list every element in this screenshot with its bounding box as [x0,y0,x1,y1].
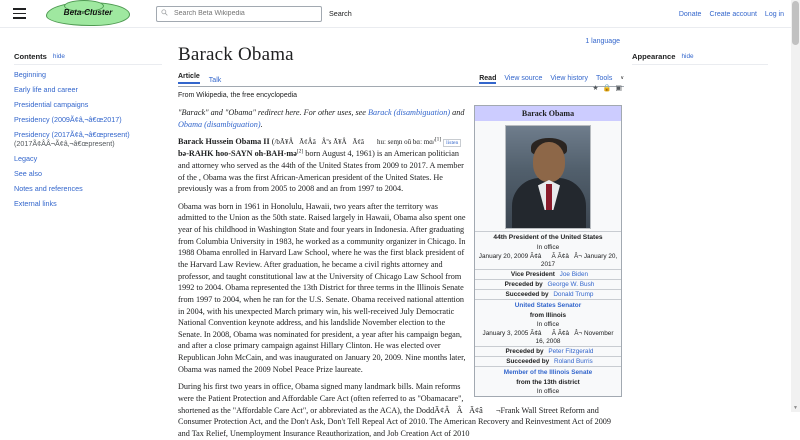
sidebar-item-notes[interactable] [14,184,162,193]
tools-menu[interactable]: Tools [595,75,613,82]
lede-paren: ( [269,137,275,147]
infobox-office-subtitle-3: from the 13th district [516,379,580,386]
appearance-header [632,52,768,65]
infobox-preceded-by-row-2 [475,346,621,356]
sidebar-item-legacy[interactable] [14,154,162,163]
scroll-down-icon[interactable]: ▼ [793,405,798,411]
page-title: Barack Obama [178,44,294,65]
hatnote-end: . [260,119,263,129]
infobox-office-subtitle-2: from Illinois [529,312,567,319]
article-icon-row [592,84,622,92]
toc-link[interactable]: Early life and career [14,85,78,94]
create-account-link[interactable]: Create account [709,10,757,18]
hatnote-link-barack[interactable]: Barack (disambiguation) [367,108,451,117]
infobox-label: Succeeded by [506,358,550,365]
infobox-label: Succeeded by [505,291,549,298]
sidebar-item-beginning[interactable] [14,70,162,79]
hatnote-mid: and [450,108,465,117]
chevron-down-icon[interactable]: ∨ [620,75,624,81]
scrollbar-thumb[interactable] [792,1,799,45]
infobox-office-status-3: In office [536,388,560,395]
article-actions [479,75,624,84]
language-selector[interactable] [585,38,620,45]
site-logo[interactable] [36,1,140,27]
lede-ipa-ref[interactable]: [1] [434,136,442,143]
table-of-contents [0,28,168,440]
infobox-value[interactable]: Roland Burris [554,358,593,365]
top-bar [0,0,800,28]
infobox-title: Barack Obama [475,106,621,121]
tab-view-history[interactable]: View history [550,75,588,82]
infobox-succeeded-by-row-1 [475,289,621,299]
star-icon[interactable]: ★ [592,85,599,92]
infobox-label: Vice President [510,271,555,278]
infobox-value[interactable]: George W. Bush [547,281,595,288]
toc-link-sub: (2017Ã¢ÂÂ¬Ã¢â‚¬â€œpresent) [14,139,115,148]
infobox-office-title-1: 44th President of the United States [475,231,621,243]
infobox-value[interactable]: Peter Fitzgerald [548,348,594,355]
infobox-office-title-3[interactable]: Member of the Illinois Senate [475,366,621,378]
page-info-icon[interactable]: ▣ [615,85,622,92]
appearance-panel [624,28,774,440]
sidebar-item-see-also[interactable] [14,169,162,178]
toc-link[interactable]: Notes and references [14,184,83,193]
toc-link[interactable]: External links [14,199,57,208]
toc-link[interactable]: Presidency (2009Ã¢â‚¬â€œ2017) [14,115,122,124]
infobox-office-status-2: In office [536,321,560,328]
photo-face-shape [533,142,565,182]
lede-respell-ref[interactable]: [2] [296,148,304,155]
sidebar-item-campaigns[interactable] [14,100,162,109]
toc-link[interactable]: See also [14,169,42,178]
portrait-photo [505,125,591,229]
infobox [474,105,622,397]
lock-icon[interactable]: 🔒 [602,85,612,92]
infobox-office-title-2[interactable]: United States Senator [475,299,621,311]
toc-title: Contents [14,52,47,61]
lede-bold-name: Barack Hussein Obama II [178,137,270,147]
sidebar-item-external-links[interactable] [14,199,162,208]
donate-link[interactable]: Donate [678,10,702,18]
tab-read[interactable]: Read [479,75,497,82]
hatnote-link-obama[interactable]: Obama (disambiguation) [178,119,261,129]
user-links [679,0,784,28]
lede-rest: born August 4, 1961) is an American politician and attorney who served as the 44th of the United States from 2009 to 2017. A member of the , Obama was the first African-American president of the United States. He previously was a from from 2005 to 2008 and an from 1997 to 2004. [178,149,464,194]
toc-link[interactable]: Legacy [14,154,38,163]
page-layout [0,28,791,440]
vertical-scrollbar[interactable] [791,0,800,412]
photo-tie-shape [546,184,552,210]
infobox-vice-president-row [475,269,621,279]
search-box[interactable] [156,6,322,22]
infobox-office-dates-2: January 3, 2005 Ã¢âÃ Ã¢âÂ¬ November 16, 2008 [482,330,614,345]
infobox-value[interactable]: Donald Trump [553,291,594,298]
appearance-title: Appearance [632,52,676,61]
infobox-succeeded-by-row-2 [475,356,621,366]
appearance-hide-button[interactable]: hide [681,53,694,60]
tab-view-source[interactable]: View source [504,75,543,82]
sidebar-item-early-life[interactable] [14,85,162,94]
toc-link[interactable]: Presidency (2017Ã¢â‚¬â€œpresent) [14,130,130,139]
toc-link[interactable]: Beginning [14,70,46,79]
from-wikipedia-label: From Wikipedia, the free encyclopedia [178,92,298,99]
lede-respell: bə-RAHK hoo-SAYN oh-BAH-mə [178,149,297,159]
infobox-label: Preceded by [505,348,544,355]
search-area [156,6,352,22]
infobox-label: Preceded by [504,281,543,288]
article-content [168,28,624,440]
login-link[interactable]: Log in [764,10,784,18]
sidebar-item-presidency-2009[interactable] [14,115,162,124]
paragraph-2: Obama was born in 1961 in Honolulu, Hawaii, two years after the territory was admitted to the Union as the 50th state. Raised largely in Hawaii, Obama also spent one year of his childhood in Washington State and four years in Indonesia. After graduating from Columbia University in 1983, he worked as a community organizer in Chicago. In 1988 Obama enrolled in Harvard Law School, where he was the first black president of the Harvard Law Review. After graduation, he became a civil rights attorney and professor, and taught constitutional law at the University of Chicago Law School from 1992 to 2004. Obama represented the 13th District for three terms in the Illinois Senate from 1997 to 2004, when he ran for the U.S. Senate. Obama received national attention in 2004, with his unexpected March primary win, his well-received July Democratic National Convention keynote address, and his landslide November election to the Senate. In 2008, Obama was nominated for president, a year after his campaign began, and after a close primary campaign against Hillary Clinton. He was elected over Republican John McCain, and was inaugurated on January 20, 2009. Nine months later, Obama was named the 2009 Nobel Peace Prize laureate. [178,201,466,374]
toc-link[interactable]: Presidential campaigns [14,100,89,109]
infobox-office-dates-1: January 20, 2009 Ã¢âÃ Ã¢âÂ¬ January 20, 2017 [478,253,618,268]
listen-icon[interactable]: listen [443,139,461,147]
logo-label: Beta-Cluster [63,8,113,17]
tab-talk[interactable]: Talk [208,77,222,84]
infobox-office-status-1: In office [536,244,560,251]
lede-ipa[interactable]: /bÃ¥ÂÃ¢ÂâÂºs Ã¥ÂÃ¢â huː seɱn oŭ bɑː mɑ/ [274,138,435,147]
search-input[interactable] [172,9,317,18]
paragraph-3: During his first two years in office, Obama signed many landmark bills. Main reforms were the Patient Protection and Affordable Care Act (often referred to as "Obamacare", shortened as the "Affordable Care Act", or abbreviated as the ACA), the DoddÃ¢ÂÂÃ¢â¬Frank Wall Street Reform and Consumer Protection Act, and the Don't Ask, Don't Tell Repeal Act of 2010. The American Recovery and Reinvestment Act of 2009 and Tax Relief, Unemployment Insurance Reauthorization, and Job Creation Act of 2010 [178,382,611,438]
infobox-value[interactable]: Joe Biden [559,271,589,278]
search-icon [161,9,168,18]
language-count-label[interactable]: 1 language [585,38,620,45]
toc-hide-button[interactable]: hide [52,53,65,60]
hamburger-icon[interactable] [6,8,32,19]
hatnote-text: "Barack" and "Obama" redirect here. For other uses, see [178,108,368,117]
tab-article[interactable]: Article [178,73,200,84]
infobox-preceded-by-row-1 [475,279,621,289]
sidebar-item-presidency-2017[interactable] [14,130,162,148]
search-button[interactable]: Search [329,9,352,18]
article-tabs [178,73,624,87]
toc-header [14,52,162,65]
